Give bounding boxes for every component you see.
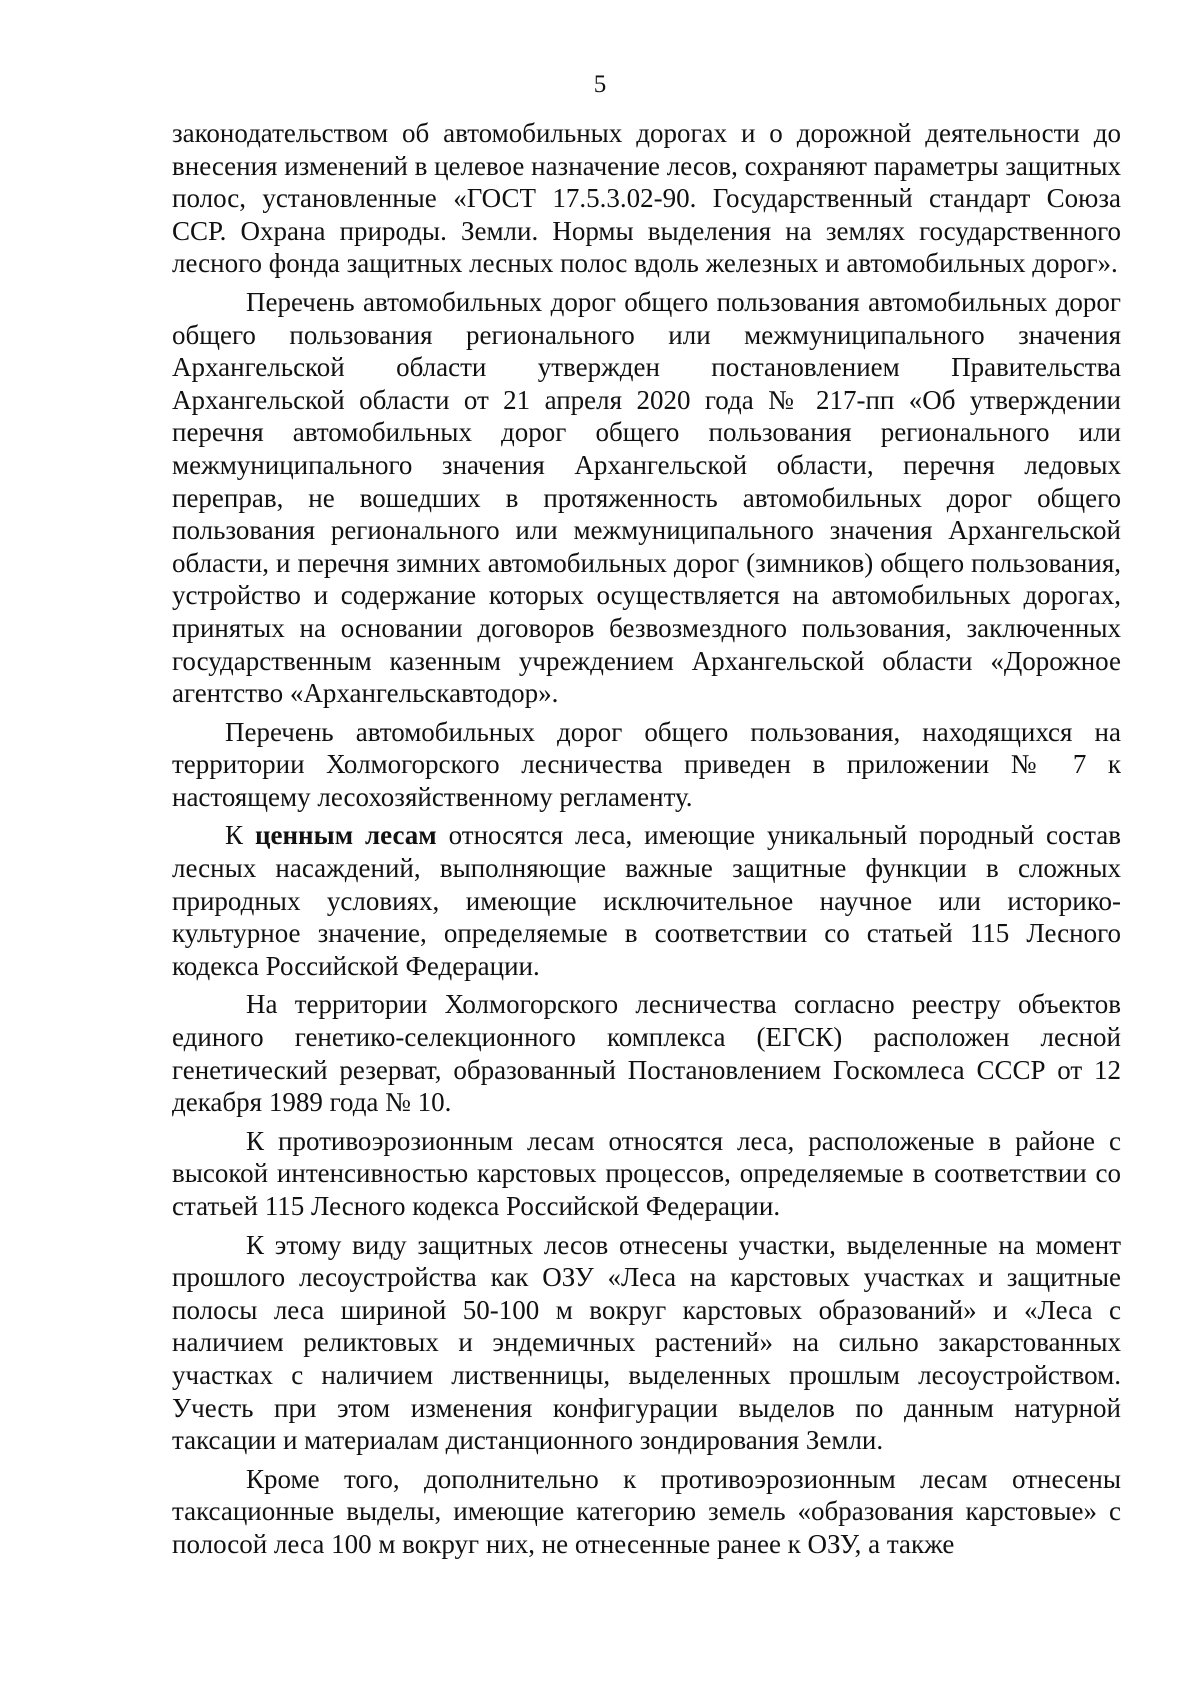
document-body xyxy=(172,117,1121,1567)
page-number: 5 xyxy=(593,71,607,98)
paragraph-2: Перечень автомобильных дорог общего пользования автомобильных дорог общего пользования регионального или межмуниципального значения Архангельской области утвержден постановлением Правительства Архангельской области от 21 апреля 2020 года № 217-пп «Об утверждении перечня автомобильных дорог общего пользования регионального или межмуниципального значения Архангельской области, перечня ледовых переправ, не вошедших в протяженность автомобильных дорог общего пользования регионального или межмуниципального значения Архангельской области, и перечня зимних автомобильных дорог (зимников) общего пользования, устройство и содержание которых осуществляется на автомобильных дорогах, принятых на основании договоров безвозмездного пользования, заключенных государственным казенным учреждением Архангельской области «Дорожное агентство «Архангельскавтодор». xyxy=(172,286,1121,709)
paragraph-4-lead: К xyxy=(225,820,255,851)
paragraph-7: К этому виду защитных лесов отнесены участки, выделенные на момент прошлого лесоустройства как ОЗУ «Леса на карстовых участках и защитные полосы леса шириной 50-100 м вокруг карстовых образований» и «Леса с наличием реликтовых и эндемичных растений» на сильно закарстованных участках с наличием лиственницы, выделенных прошлым лесоустройством. Учесть при этом изменения конфигурации выделов по данным натурной таксации и материалам дистанционного зондирования Земли. xyxy=(172,1229,1121,1456)
paragraph-4-text: относятся леса, имеющие уникальный породный состав лесных насаждений, выполняющие важные защитные функции в сложных природных условиях, имеющие исключительное научное или историко-культурное значение, определяемые в соответствии со статьей 115 Лесного кодекса Российской Федерации. xyxy=(172,820,1121,981)
paragraph-1: законодательством об автомобильных дорогах и о дорожной деятельности до внесения изменений в целевое назначение лесов, сохраняют параметры защитных полос, установленные «ГОСТ 17.5.3.02-90. Государственный стандарт Союза ССР. Охрана природы. Земли. Нормы выделения на землях государственного лесного фонда защитных лесных полос вдоль железных и автомобильных дорог». xyxy=(172,118,1121,279)
term-valuable-forests: ценным лесам xyxy=(254,820,437,851)
paragraph-5: На территории Холмогорского лесничества согласно реестру объектов единого генетико-селекционного комплекса (ЕГСК) расположен лесной генетический резерват, образованный Постановлением Госкомлеса СССР от 12 декабря 1989 года № 10. xyxy=(172,989,1121,1118)
paragraph-3: Перечень автомобильных дорог общего пользования, находящихся на территории Холмогорского лесничества приведен в приложении № 7 к настоящему лесохозяйственному регламенту. xyxy=(172,716,1121,812)
paragraph-6: К противоэрозионным лесам относятся леса, расположеные в районе с высокой интенсивностью карстовых процессов, определяемые в соответствии со статьей 115 Лесного кодекса Российской Федерации. xyxy=(172,1125,1121,1221)
paragraph-8: Кроме того, дополнительно к противоэрозионным лесам отнесены таксационные выделы, имеющие категорию земель «образования карстовые» с полосой леса 100 м вокруг них, не отнесенные ранее к ОЗУ, а также xyxy=(172,1463,1121,1559)
paragraph-4 xyxy=(172,819,1121,982)
